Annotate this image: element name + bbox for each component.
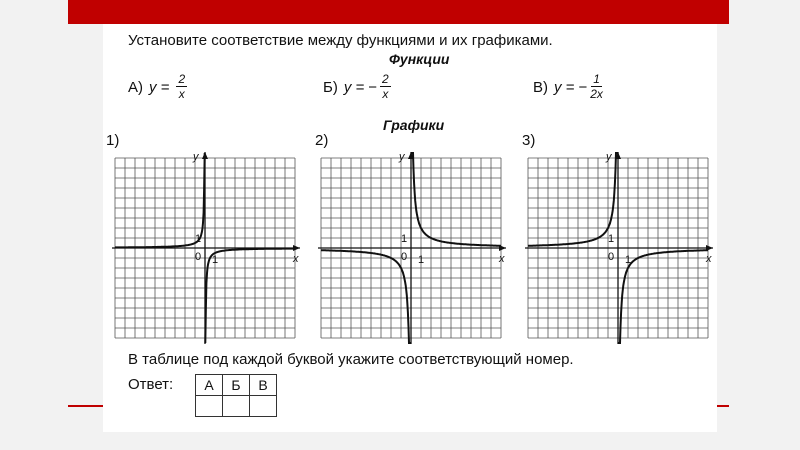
unit-x-label: 1 xyxy=(625,254,632,266)
answer-cell-c[interactable] xyxy=(250,396,277,417)
function-sign: − xyxy=(368,78,378,96)
hyperbola-branch xyxy=(205,249,295,343)
unit-x-label: 1 xyxy=(212,254,219,266)
graph-2 xyxy=(316,148,516,348)
instruction-text: В таблице под каждой буквой укажите соответствующий номер. xyxy=(128,351,574,368)
function-fraction xyxy=(590,73,603,101)
function-lhs: y = xyxy=(554,78,575,96)
answer-label: Ответ: xyxy=(128,376,174,393)
unit-y-label: 1 xyxy=(608,233,615,245)
graph-1 xyxy=(110,148,310,348)
unit-y-label: 1 xyxy=(195,233,202,245)
function-fraction xyxy=(176,73,187,101)
top-accent-bar xyxy=(68,0,729,24)
answer-input-row xyxy=(196,396,277,417)
x-axis-label: x xyxy=(293,253,299,265)
origin-label: 0 xyxy=(608,251,615,263)
origin-label: 0 xyxy=(401,251,408,263)
fraction-denominator: x xyxy=(382,87,389,101)
answer-header-a: А xyxy=(196,375,223,396)
hyperbola-branch xyxy=(321,250,411,343)
answer-cell-b[interactable] xyxy=(223,396,250,417)
unit-x-label: 1 xyxy=(418,254,425,266)
function-fraction xyxy=(380,73,391,101)
hyperbola-branch xyxy=(528,153,618,246)
fraction-denominator: 2x xyxy=(590,87,603,101)
graph-1-label: 1) xyxy=(106,132,120,149)
answer-table xyxy=(195,374,277,417)
function-a xyxy=(128,73,187,101)
y-axis-label: y xyxy=(606,151,612,163)
graphs-heading: Графики xyxy=(383,117,445,133)
function-letter: А) xyxy=(128,78,143,96)
answer-header-row xyxy=(196,375,277,396)
y-axis-label: y xyxy=(399,151,405,163)
task-title: Установите соответствие между функциями и их графиками. xyxy=(128,32,553,49)
function-sign: − xyxy=(578,78,588,96)
graph-3-label: 3) xyxy=(522,132,536,149)
function-letter: Б) xyxy=(323,78,338,96)
hyperbola-branch xyxy=(115,153,205,247)
graph-3 xyxy=(523,148,723,348)
answer-header-c: В xyxy=(250,375,277,396)
fraction-denominator: x xyxy=(178,87,185,101)
function-letter: В) xyxy=(533,78,548,96)
answer-cell-a[interactable] xyxy=(196,396,223,417)
function-b xyxy=(323,73,391,101)
graph-2-label: 2) xyxy=(315,132,329,149)
functions-heading: Функции xyxy=(389,51,450,67)
fraction-numerator: 2 xyxy=(178,72,186,86)
hyperbola-branch xyxy=(411,153,501,246)
origin-label: 0 xyxy=(195,251,202,263)
function-lhs: y = xyxy=(149,78,170,96)
x-axis-label: x xyxy=(499,253,505,265)
x-axis-label: x xyxy=(706,253,712,265)
fraction-numerator: 1 xyxy=(593,72,600,86)
answer-header-b: Б xyxy=(223,375,250,396)
fraction-numerator: 2 xyxy=(382,72,389,86)
unit-y-label: 1 xyxy=(401,233,408,245)
function-lhs: y = xyxy=(343,78,365,96)
y-axis-label: y xyxy=(193,151,199,163)
function-c xyxy=(533,73,603,101)
hyperbola-branch xyxy=(618,250,708,343)
